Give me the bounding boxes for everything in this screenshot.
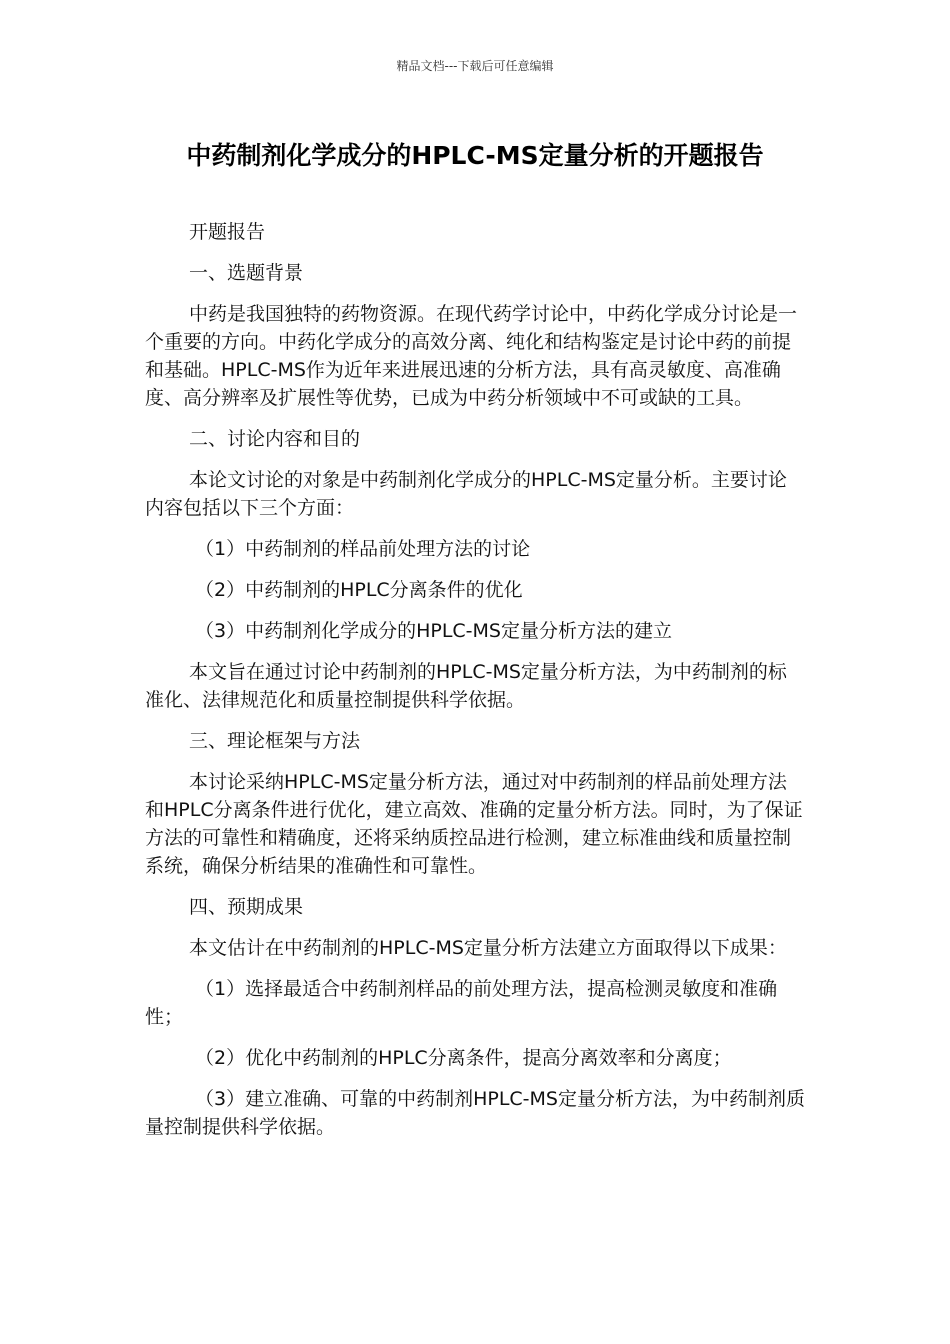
paragraph-results-intro: 本文估计在中药制剂的HPLC-MS定量分析方法建立方面取得以下成果： (189, 937, 787, 959)
list-item: （2）优化中药制剂的HPLC分离条件，提高分离效率和分离度； (195, 1047, 732, 1069)
list-item: （2）中药制剂的HPLC分离条件的优化 (195, 579, 523, 601)
heading-proposal: 开题报告 (189, 221, 266, 243)
heading-content-purpose: 二、讨论内容和目的 (189, 428, 361, 450)
paragraph-background: 中药是我国独特的药物资源。在现代药学讨论中，中药化学成分讨论是一个重要的方向。中药化学成分的高效分离、纯化和结构鉴定是讨论中药的前提和基础。HPLC-MS作为近年来进展迅速的分析方法，具有高灵敏度、高准确度、高分辨率及扩展性等优势，已成为中药分析领域中不可或缺的工具。 (145, 303, 798, 409)
heading-expected-results: 四、预期成果 (189, 896, 304, 918)
list-item: （3）中药制剂化学成分的HPLC-MS定量分析方法的建立 (195, 620, 672, 642)
list-item: （1）中药制剂的样品前处理方法的讨论 (195, 538, 531, 560)
page-header: 精品文档---下载后可任意编辑 (396, 59, 554, 73)
list-item: （1）选择最适合中药制剂样品的前处理方法，提高检测灵敏度和准确性； (145, 978, 778, 1028)
document-body (145, 218, 805, 1154)
document-title: 中药制剂化学成分的HPLC-MS定量分析的开题报告 (186, 141, 764, 170)
heading-framework-method: 三、理论框架与方法 (189, 730, 361, 752)
paragraph-method: 本讨论采纳HPLC-MS定量分析方法，通过对中药制剂的样品前处理方法和HPLC分离条件进行优化，建立高效、准确的定量分析方法。同时，为了保证方法的可靠性和精确度，还将采纳质控品进行检测，建立标准曲线和质量控制系统，确保分析结果的准确性和可靠性。 (145, 771, 803, 877)
paragraph-purpose: 本文旨在通过讨论中药制剂的HPLC-MS定量分析方法，为中药制剂的标准化、法律规范化和质量控制提供科学依据。 (145, 661, 787, 711)
list-item: （3）建立准确、可靠的中药制剂HPLC-MS定量分析方法，为中药制剂质量控制提供科学依据。 (145, 1088, 805, 1138)
paragraph-content: 本论文讨论的对象是中药制剂化学成分的HPLC-MS定量分析。主要讨论内容包括以下三个方面： (145, 469, 787, 519)
heading-background: 一、选题背景 (189, 262, 304, 284)
